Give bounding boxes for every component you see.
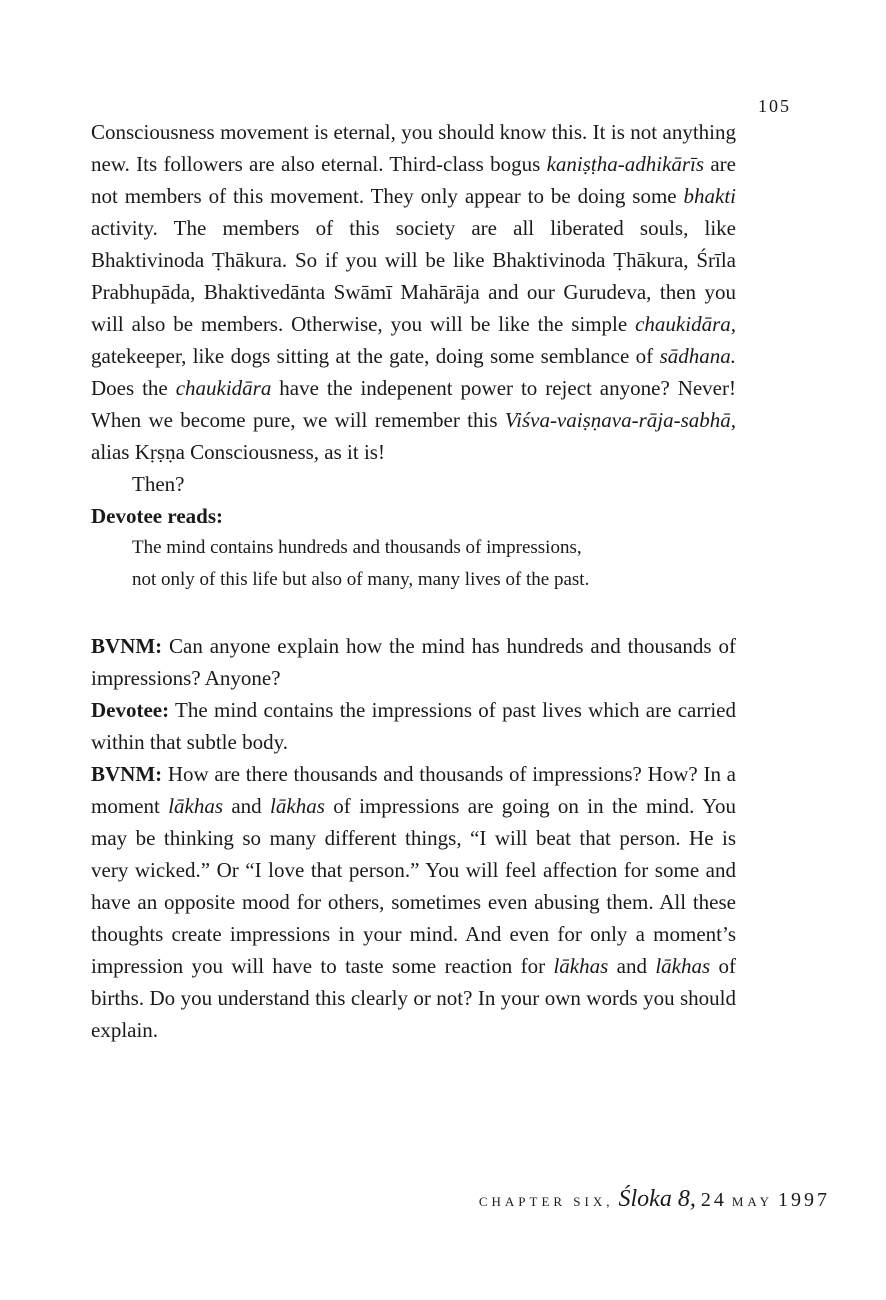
speaker-label: BVNM:	[91, 762, 163, 786]
italic-term: Viśva-vaiṣṇava-rāja-sabhā	[504, 408, 731, 432]
text-run: , gatekeeper, like dogs sitting at the gate, doing some semblance of	[91, 312, 736, 368]
italic-term: bhakti	[683, 184, 736, 208]
italic-term: lākhas	[655, 954, 711, 978]
italic-term: lākhas	[553, 954, 609, 978]
footer-chapter: CHAPTER SIX,	[478, 1194, 614, 1209]
text-run: , alias Kṛṣṇa Consciousness, as it is!	[91, 408, 736, 464]
dialogue-devotee	[91, 694, 736, 758]
italic-term: lākhas	[168, 794, 224, 818]
italic-term: kaniṣṭha-adhikārīs	[546, 152, 705, 176]
dialogue-bvnm-2	[91, 758, 736, 1046]
text-run: Can anyone explain how the mind has hundreds and thousands of impressions? Anyone?	[91, 634, 736, 690]
italic-term: chaukidāra	[635, 312, 731, 336]
devotee-reads-label: Devotee reads:	[91, 504, 223, 528]
footer-day: 24	[700, 1189, 727, 1211]
paragraph-gap	[91, 596, 736, 630]
quote-line-2: not only of this life but also of many, many lives of the past.	[132, 569, 590, 590]
dialogue-bvnm-1	[91, 630, 736, 694]
running-footer	[479, 1186, 830, 1213]
text-run: of births. Do you understand this clearly or not? In your own words you should explain.	[91, 954, 737, 1042]
text-run: The mind contains the impressions of past lives which are carried within that subtle body.	[91, 698, 736, 754]
italic-term: chaukidāra	[175, 376, 272, 400]
page-body	[91, 116, 736, 1046]
paragraph-opening	[91, 116, 736, 468]
text-run: activity. The members of this society are all liberated souls, like Bhaktivinoda Ṭhākura. So if you will be like Bhaktivinoda Ṭhākura, Śrīla Prabhupāda, Bhaktivedānta Swāmī Mahārāja and our Gurudeva, then you will also be members. Otherwise, you will be like the simple	[91, 216, 736, 336]
then-line: Then?	[132, 472, 185, 496]
italic-term: sādhana.	[659, 344, 736, 368]
text-run: Does the	[91, 376, 176, 400]
text-run: and	[223, 794, 271, 818]
page-number: 105	[758, 96, 791, 116]
speaker-label: BVNM:	[91, 634, 163, 658]
text-run: Consciousness movement is eternal, you should know this. It is not anything new. Its followers are also eternal. Third-class bogus	[91, 120, 736, 176]
footer-month: MAY	[731, 1194, 773, 1209]
quote-line-1: The mind contains hundreds and thousands of impressions,	[132, 537, 582, 558]
text-run: of impressions are going on in the mind. You may be thinking so many different things, “I will beat that person. He is very wicked.” Or “I love that person.” You will feel affection for some and have an opposite mood for others, sometimes even abusing them. All these thoughts create impressions in your mind. And even for only a moment’s impression you will have to taste some reaction for	[91, 794, 737, 978]
text-run: are not members of this movement. They only appear to be doing some	[91, 152, 736, 208]
text-run: How are there thousands and thousands of impressions? How? In a moment	[91, 762, 736, 818]
italic-term: lākhas	[270, 794, 325, 818]
speaker-label: Devotee:	[91, 698, 170, 722]
footer-sloka: Śloka 8,	[618, 1186, 696, 1212]
footer-year: 1997	[778, 1189, 830, 1211]
text-run: have the indepenent power to reject anyone? Never! When we become pure, we will remember this	[91, 376, 736, 432]
text-run: and	[608, 954, 656, 978]
